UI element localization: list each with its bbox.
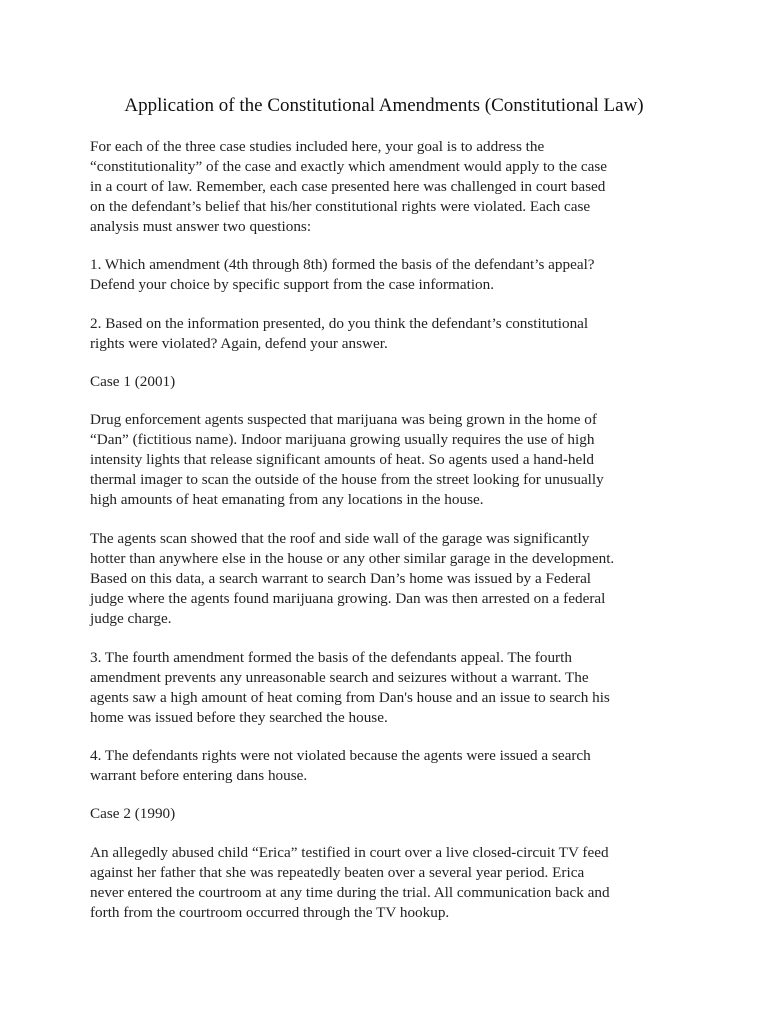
text-line: Case 2 (1990) [90,805,176,822]
case-2-heading [90,804,680,824]
text-line: on the defendant’s belief that his/her constitutional rights were violated. Each case [90,198,591,215]
text-line: judge charge. [90,610,172,627]
text-line: Drug enforcement agents suspected that marijuana was being grown in the home of [90,411,597,428]
text-line: intensity lights that release significant amounts of heat. So agents used a hand-held [90,451,595,468]
question-1 [90,255,680,295]
document-title: Application of the Constitutional Amendments (Constitutional Law) [124,95,644,116]
text-line: amendment prevents any unreasonable search and seizures without a warrant. The [90,669,589,686]
text-line: against her father that she was repeatedly beaten over a several year period. Erica [90,864,585,881]
text-line: Defend your choice by specific support from the case information. [90,276,495,293]
text-line: judge where the agents found marijuana growing. Dan was then arrested on a federal [90,590,606,607]
case-1-paragraph-2 [90,529,680,629]
answer-4 [90,746,680,786]
question-2 [90,314,680,354]
text-line: 3. The fourth amendment formed the basis of the defendants appeal. The fourth [90,649,572,666]
intro-paragraph [90,137,680,237]
case-1-heading [90,372,680,392]
text-line: agents saw a high amount of heat coming from Dan's house and an issue to search his [90,689,610,706]
text-line: home was issued before they searched the house. [90,709,388,726]
answer-3 [90,648,680,728]
text-line: Case 1 (2001) [90,373,176,390]
text-line: “constitutionality” of the case and exactly which amendment would apply to the case [90,158,608,175]
text-line: For each of the three case studies included here, your goal is to address the [90,138,545,155]
text-line: analysis must answer two questions: [90,218,312,235]
text-line: An allegedly abused child “Erica” testified in court over a live closed-circuit TV feed [90,844,609,861]
text-line: high amounts of heat emanating from any locations in the house. [90,491,484,508]
text-line: forth from the courtroom occurred through the TV hookup. [90,904,450,921]
case-1-paragraph-1 [90,410,680,510]
text-line: rights were violated? Again, defend your answer. [90,335,388,352]
text-line: never entered the courtroom at any time during the trial. All communication back and [90,884,610,901]
case-2-paragraph-1 [90,843,680,923]
text-line: The agents scan showed that the roof and side wall of the garage was significantly [90,530,590,547]
text-line: Based on this data, a search warrant to search Dan’s home was issued by a Federal [90,570,592,587]
text-line: 4. The defendants rights were not violated because the agents were issued a search [90,747,591,764]
text-line: thermal imager to scan the outside of the house from the street looking for unusually [90,471,604,488]
text-line: in a court of law. Remember, each case presented here was challenged in court based [90,178,606,195]
text-line: 2. Based on the information presented, do you think the defendant’s constitutional [90,315,589,332]
text-line: hotter than anywhere else in the house or any other similar garage in the development. [90,550,615,567]
text-line: warrant before entering dans house. [90,767,308,784]
text-line: 1. Which amendment (4th through 8th) formed the basis of the defendant’s appeal? [90,256,595,273]
text-line: “Dan” (fictitious name). Indoor marijuana growing usually requires the use of high [90,431,595,448]
